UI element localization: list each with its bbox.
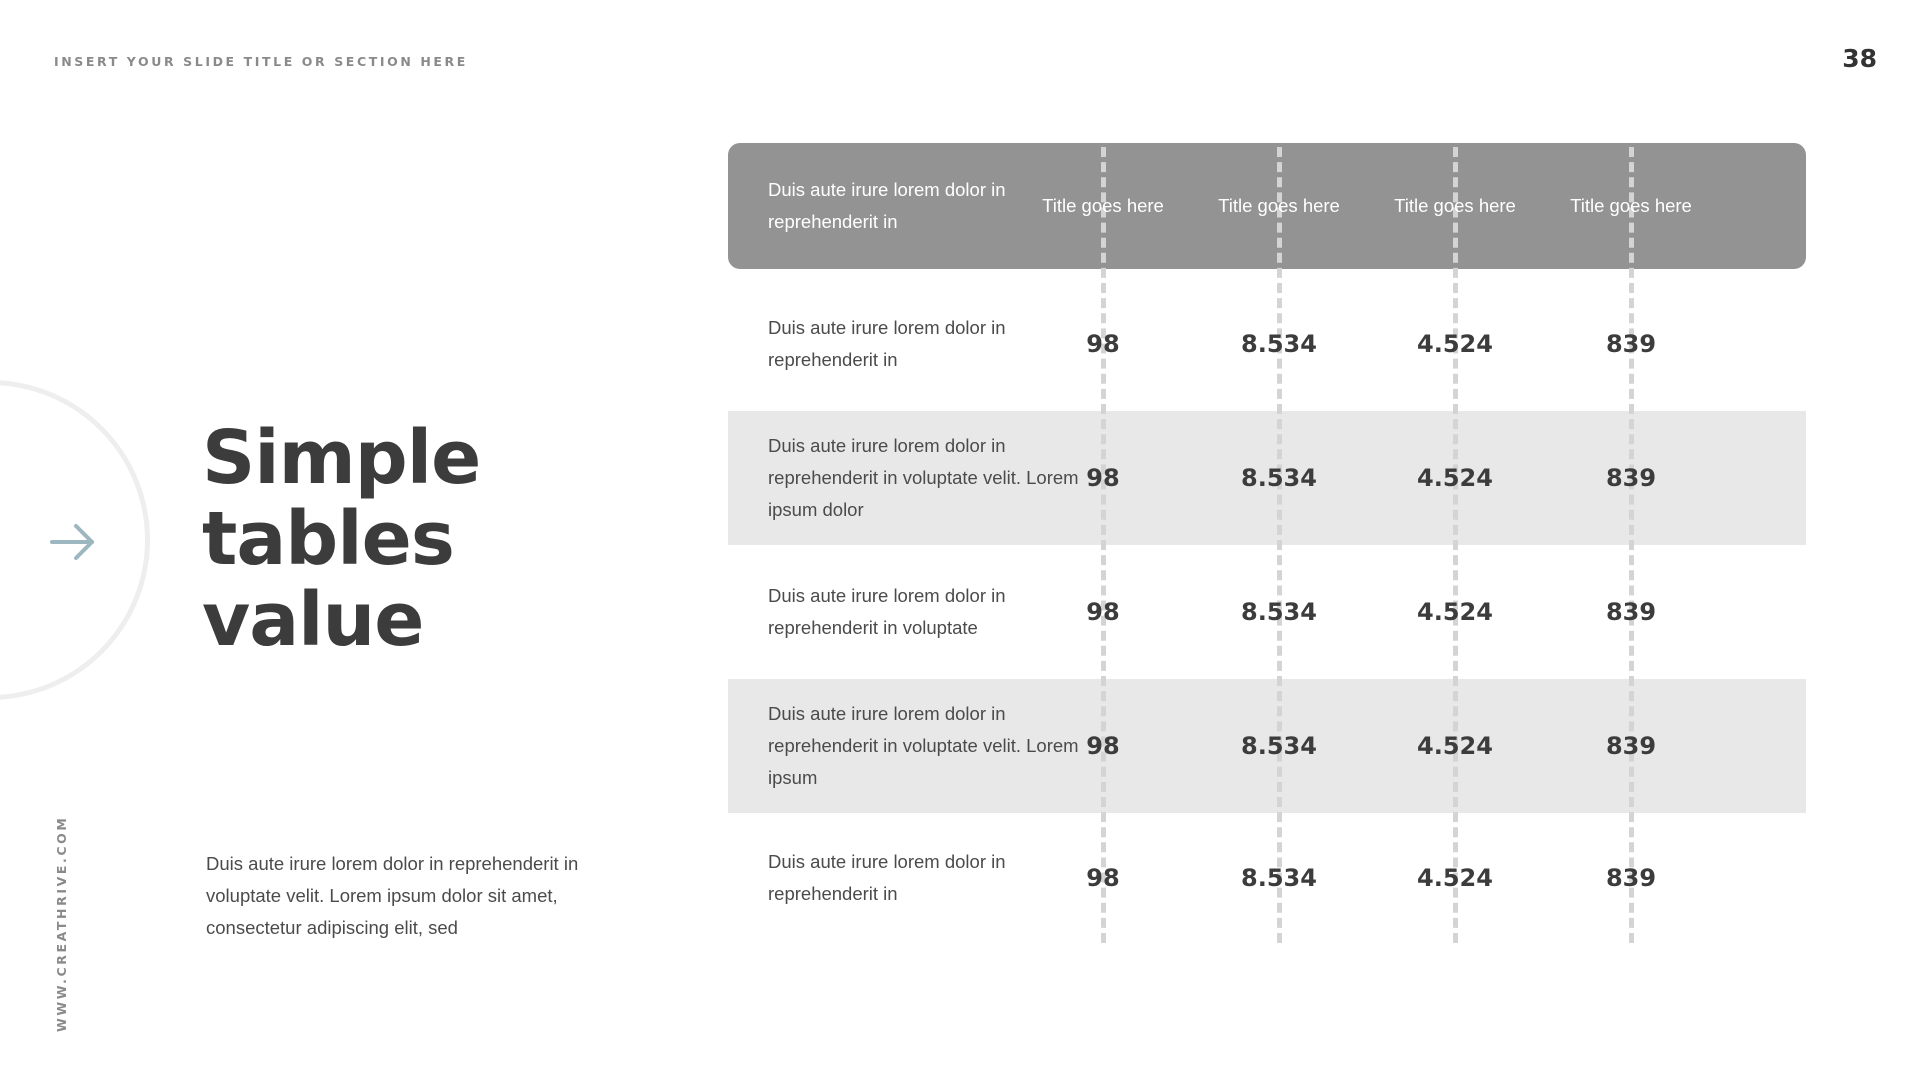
- table-cell: 98: [1086, 732, 1120, 760]
- section-title: INSERT YOUR SLIDE TITLE OR SECTION HERE: [54, 54, 468, 69]
- table-row-label: Duis aute irure lorem dolor in reprehenderit in voluptate: [768, 585, 1006, 638]
- table-cell: 8.534: [1241, 598, 1317, 626]
- website-url: WWW.CREATHRIVE.COM: [54, 815, 69, 1032]
- table-cell: 839: [1605, 598, 1657, 626]
- table-cell: 4.524: [1417, 330, 1493, 358]
- arrow-right-icon: [48, 517, 98, 567]
- table-cell: 98: [1086, 464, 1120, 492]
- table-cell: 4.524: [1417, 864, 1493, 892]
- table-cell: 4.524: [1417, 732, 1493, 760]
- table-cell: 8.534: [1241, 732, 1317, 760]
- table-cell: 4.524: [1417, 598, 1493, 626]
- table-row-label: Duis aute irure lorem dolor in reprehenderit in: [768, 851, 1006, 904]
- table-cell: 98: [1086, 330, 1120, 358]
- table-row-label: Duis aute irure lorem dolor in reprehenderit in voluptate velit. Lorem ipsum: [768, 703, 1079, 788]
- column-header: Title goes here: [1394, 195, 1516, 216]
- table-cell: 8.534: [1241, 330, 1317, 358]
- table-cell: 839: [1605, 330, 1657, 358]
- table-row-label: Duis aute irure lorem dolor in reprehenderit in: [768, 317, 1006, 370]
- table-row-label: Duis aute irure lorem dolor in reprehenderit in voluptate velit. Lorem ipsum dolor: [768, 435, 1079, 520]
- page-number: 38: [1842, 44, 1877, 73]
- table-cell: 839: [1605, 732, 1657, 760]
- column-header: Title goes here: [1042, 195, 1164, 216]
- table-cell: 98: [1086, 598, 1120, 626]
- page-title-line: tables: [202, 496, 454, 582]
- table-cell: 4.524: [1417, 464, 1493, 492]
- table-cell: 839: [1605, 464, 1657, 492]
- body-text: Duis aute irure lorem dolor in reprehenderit in voluptate velit. Lorem ipsum dolor sit amet, consectetur adipiscing elit, sed: [206, 853, 579, 938]
- column-header: Title goes here: [1218, 195, 1340, 216]
- page-title-line: value: [202, 577, 424, 663]
- column-header: Duis aute irure lorem dolor in reprehenderit in: [768, 179, 1006, 232]
- page-title: [202, 415, 481, 663]
- data-table: [728, 143, 1806, 943]
- table-cell: 98: [1086, 864, 1120, 892]
- table-cell: 8.534: [1241, 864, 1317, 892]
- page-title-line: Simple: [202, 415, 481, 501]
- table-cell: 839: [1605, 864, 1657, 892]
- column-header: Title goes here: [1570, 195, 1692, 216]
- table-cell: 8.534: [1241, 464, 1317, 492]
